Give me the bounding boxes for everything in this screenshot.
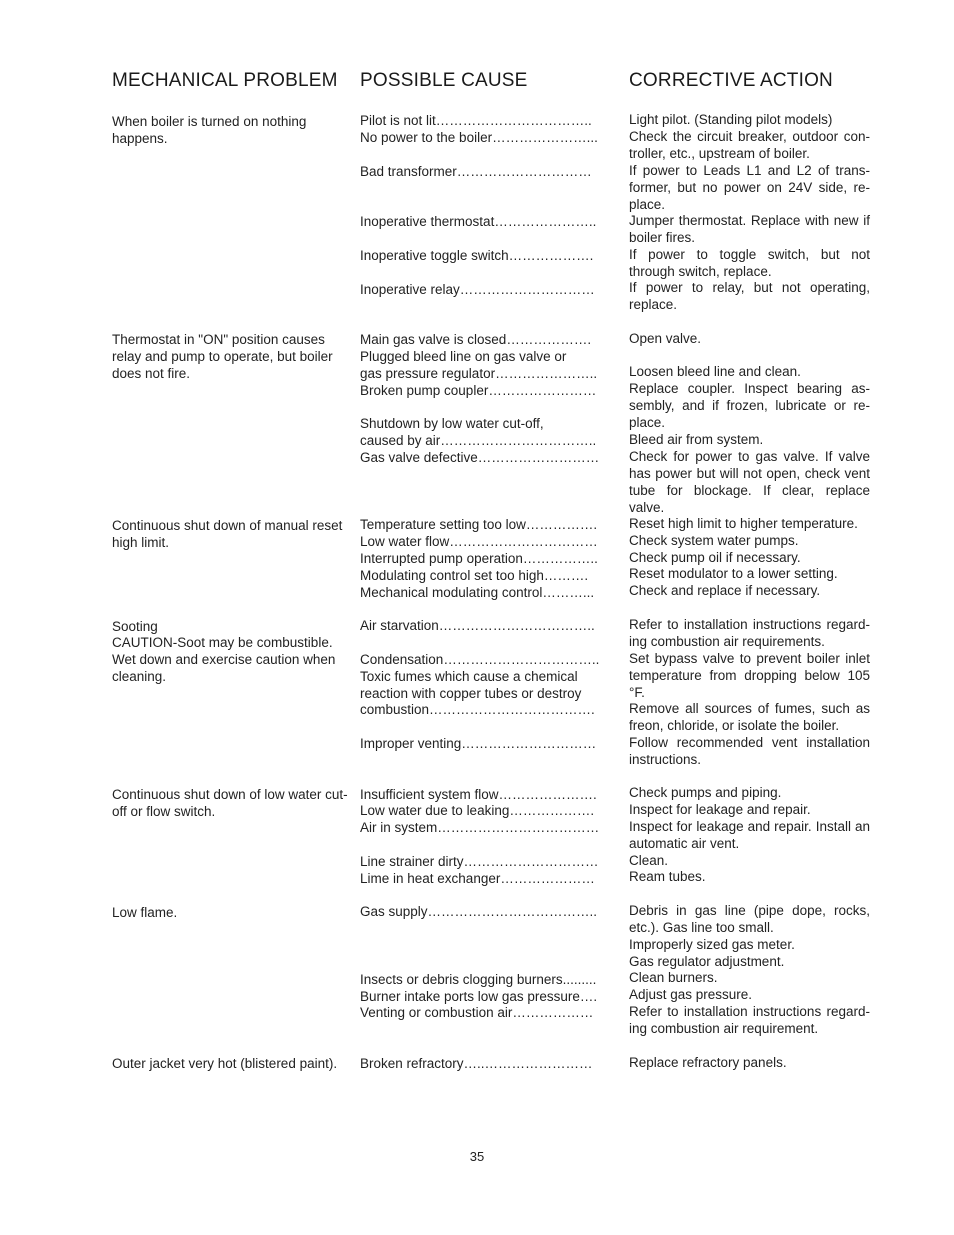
problem-text: happens. [112,131,168,146]
cause-text: Venting or combustion air……………… [360,1005,594,1020]
problem-text: relay and pump to operate, but boiler [112,349,333,364]
cause-text: Toxic fumes which cause a chemical [360,669,578,684]
cause-text: Shutdown by low water cut-off, [360,416,544,431]
cause-text: Pilot is not lit…………………………….. [360,113,592,128]
cause-text: Broken refractory…..…………………… [360,1056,593,1071]
action-text: Replace coupler. Inspect bearing as-sembly, and if frozen, lubricate or re-place. [629,381,870,430]
problem-text: does not fire. [112,366,191,381]
cause-text: Improper venting………………………… [360,736,597,751]
action-text: Bleed air from system. [629,432,764,447]
action-text: Check the circuit breaker, outdoor con-troller, etc., upstream of boiler. [629,129,870,161]
cause-text: Main gas valve is closed………………. [360,332,592,347]
cause-text: Burner intake ports low gas pressure…. [360,989,598,1004]
cause-text: Lime in heat exchanger………………… [360,871,595,886]
cause-text: No power to the boiler…………………... [360,130,598,145]
cause-text: Insufficient system flow…………………. [360,787,597,802]
problem-text: Continuous shut down of low water cut- [112,787,348,802]
action-text: If power to relay, but not operating, replace. [629,280,870,312]
problem-text: Sooting [112,619,158,634]
action-text: Jumper thermostat. Replace with new if boiler fires. [629,213,870,245]
action-text: Reset high limit to higher temperature. [629,516,858,531]
action-text: Follow recommended vent installation instructions. [629,735,870,767]
action-text: Adjust gas pressure. [629,987,753,1002]
cause-text: gas pressure regulator………………….. [360,366,598,381]
action-text: Inspect for leakage and repair. [629,802,811,817]
page-number: 35 [469,1149,485,1164]
cause-text: Broken pump coupler…………………… [360,383,597,398]
cause-text: Temperature setting too low……………. [360,517,598,532]
cause-text: combustion………………………………. [360,702,595,717]
action-text: Reset modulator to a lower setting. [629,566,838,581]
problem-text: Wet down and exercise caution when [112,652,336,667]
action-text: Gas regulator adjustment. [629,954,785,969]
cause-text: Line strainer dirty………………………… [360,854,599,869]
action-text: Check pump oil if necessary. [629,550,801,565]
action-text: Set bypass valve to prevent boiler inlet temperature from dropping below 105 °F. [629,651,870,700]
action-text: Refer to installation instructions regard-ing combustion air requirement. [629,1004,870,1036]
problem-text: cleaning. [112,669,167,684]
cause-text: caused by air…………………………….. [360,433,597,448]
action-text: If power to toggle switch, but not through switch, replace. [629,247,870,279]
action-text: Light pilot. (Standing pilot models) [629,112,833,127]
problem-text: When boiler is turned on nothing [112,114,307,129]
action-text: Replace refractory panels. [629,1055,787,1070]
cause-text: Interrupted pump operation…………….. [360,551,598,566]
cause-text: Mechanical modulating control………... [360,585,595,600]
action-text: Loosen bleed line and clean. [629,364,801,379]
problem-text: high limit. [112,535,170,550]
action-text: Improperly sized gas meter. [629,937,795,952]
action-text: Clean. [629,853,669,868]
cause-text: reaction with copper tubes or destroy [360,686,582,701]
action-text: If power to Leads L1 and L2 of trans-former, but no power on 24V side, re-place. [629,163,870,212]
cause-text: Air in system……………………………… [360,820,600,835]
cause-text: Low water flow…………………………… [360,534,598,549]
cause-text: Plugged bleed line on gas valve or [360,349,567,364]
problem-text: Continuous shut down of manual reset [112,518,343,533]
action-text: Check for power to gas valve. If valve has power but will not open, check vent tube for blockage. If clear, replace valve. [629,449,870,515]
cause-text: Inoperative relay………………………… [360,282,595,297]
problem-text: Low flame. [112,905,178,920]
action-text: Check pumps and piping. [629,785,782,800]
problem-text: Thermostat in "ON" position causes [112,332,325,347]
action-text: Clean burners. [629,970,718,985]
action-text: Check and replace if necessary. [629,583,821,598]
action-text: Debris in gas line (pipe dope, rocks, etc.). Gas line too small. [629,903,870,935]
cause-text: Air starvation…………………………….. [360,618,595,633]
header-possible-cause: POSSIBLE CAUSE [360,70,528,91]
cause-text: Inoperative toggle switch………………. [360,248,594,263]
action-text: Check system water pumps. [629,533,799,548]
cause-text: Modulating control set too high………. [360,568,589,583]
action-text: Ream tubes. [629,869,706,884]
problem-text: off or flow switch. [112,804,216,819]
action-text: Refer to installation instructions regard-ing combustion air requirements. [629,617,870,649]
cause-text: Gas valve defective……………………… [360,450,600,465]
header-corrective-action: CORRECTIVE ACTION [629,70,833,91]
action-text: Open valve. [629,331,702,346]
cause-text: Low water due to leaking………………. [360,803,595,818]
problem-text: Outer jacket very hot (blistered paint). [112,1056,338,1071]
cause-text: Inoperative thermostat………………….. [360,214,597,229]
problem-text: CAUTION-Soot may be combustible. [112,635,333,650]
header-mechanical-problem: MECHANICAL PROBLEM [112,70,338,91]
cause-text: Bad transformer………………………… [360,164,592,179]
cause-text: Gas supply……………………………….. [360,904,598,919]
cause-text: Condensation…………………………….. [360,652,600,667]
cause-text: Insects or debris clogging burners......... [360,972,597,987]
action-text: Inspect for leakage and repair. Install an automatic air vent. [629,819,870,851]
action-text: Remove all sources of fumes, such as freon, chloride, or isolate the boiler. [629,701,870,733]
